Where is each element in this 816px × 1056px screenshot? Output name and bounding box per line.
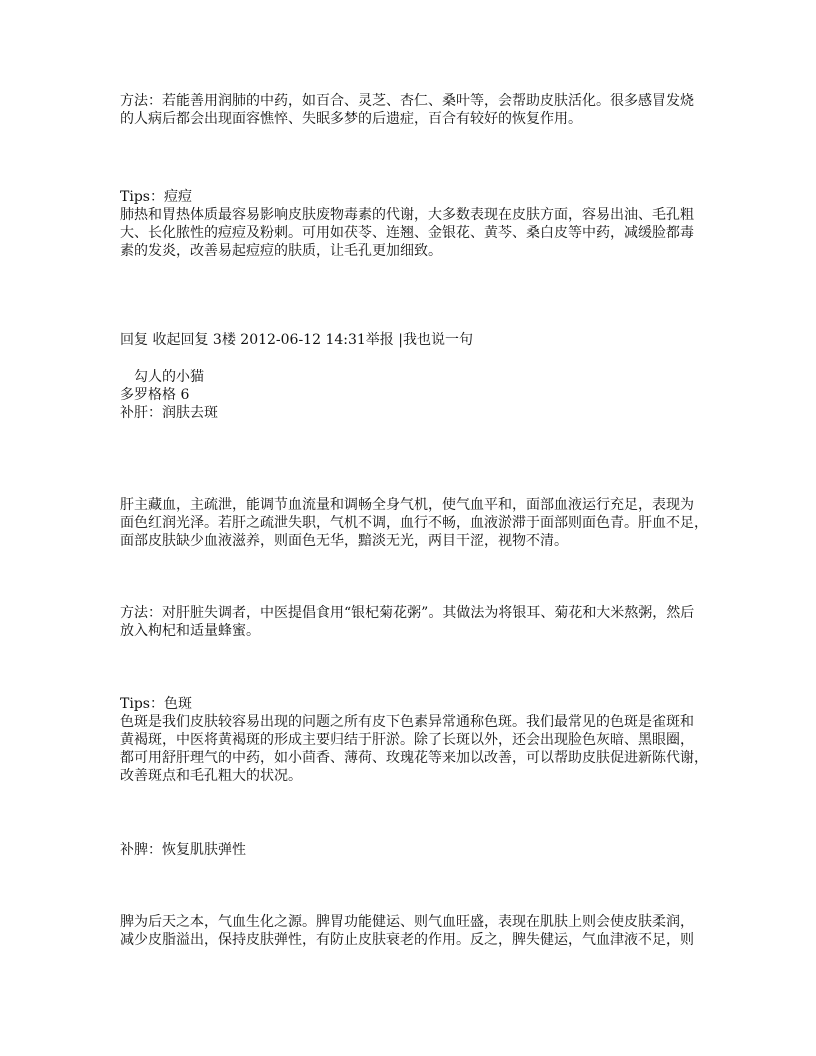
text-line: 大、长化脓性的痘痘及粉刺。可用如茯苓、连翘、金银花、黄芩、桑白皮等中药，减缓脸都毒 [120,225,694,241]
reply-bar [120,331,710,349]
report-link[interactable]: 举报 [365,332,394,348]
post-author [120,368,710,422]
text-line: 色斑是我们皮肤较容易出现的问题之所有皮下色素异常通称色斑。我们最常见的色斑是雀斑和 [120,714,694,730]
user-level: 多罗格格 6 [120,387,190,403]
liver-paragraph [120,496,710,550]
text-line: 黄褐斑，中医将黄褐斑的形成主要归结于肝淤。除了长斑以外，还会出现脸色灰暗、黑眼圈， [120,732,694,748]
text-line: 肺热和胃热体质最容易影响皮肤废物毒素的代谢，大多数表现在皮肤方面，容易出油、毛孔粗 [120,207,694,223]
tips-spots-section [120,695,710,785]
say-something-link[interactable]: 我也说一句 [402,332,473,348]
text-line: 面色红润光泽。若肝之疏泄失职，气机不调，血行不畅，血液淤滞于面部则面色青。肝血不足， [120,515,708,531]
text-line: 方法：对肝脏失调者，中医提倡食用“银杞菊花粥”。其做法为将银耳、菊花和大米熬粥，然后 [120,605,695,621]
username[interactable]: 勾人的小猫 [134,369,204,385]
separator: | [398,332,403,348]
tips-acne-section [120,188,710,260]
reply-link[interactable]: 回复 [120,332,148,348]
text-line: 的人病后都会出现面容憔悴、失眠多梦的后遗症，百合有较好的恢复作用。 [120,111,582,127]
post-timestamp: 2012-06-12 14:31 [240,332,366,348]
spleen-paragraph [120,913,710,949]
text-line: 改善斑点和毛孔粗大的状况。 [120,768,302,784]
text-line: 放入枸杞和适量蜂蜜。 [120,623,260,639]
method-paragraph-2 [120,604,710,640]
method-paragraph-1 [120,92,710,128]
tips-title: Tips：色斑 [120,696,192,712]
text-line: 脾为后天之本，气血生化之源。脾胃功能健运、则气血旺盛，表现在肌肤上则会使皮肤柔润， [120,914,694,930]
section-heading: 补肝：润肤去斑 [120,405,218,421]
text-line: 方法：若能善用润肺的中药，如百合、灵芝、杏仁、桑叶等，会帮助皮肤活化。很多感冒发烧 [120,93,694,109]
tips-title: Tips：痘痘 [120,189,192,205]
text-line: 都可用舒肝理气的中药，如小茴香、薄荷、玫瑰花等来加以改善，可以帮助皮肤促进新陈代谢， [120,750,708,766]
collapse-reply-link[interactable]: 收起回复 [152,332,209,348]
section-heading: 补脾：恢复肌肤弹性 [120,842,246,858]
spleen-heading-block [120,841,710,859]
text-line: 素的发炎，改善易起痘痘的肤质，让毛孔更加细致。 [120,243,442,259]
text-line: 肝主藏血，主疏泄，能调节血流量和调畅全身气机，使气血平和，面部血液运行充足，表现为 [120,497,694,513]
text-line: 面部皮肤缺少血液滋养，则面色无华，黯淡无光，两目干涩，视物不清。 [120,533,568,549]
floor-number: 3楼 [212,332,236,348]
text-line: 减少皮脂溢出，保持皮肤弹性，有防止皮肤衰老的作用。反之，脾失健运，气血津液不足，则 [120,932,694,948]
